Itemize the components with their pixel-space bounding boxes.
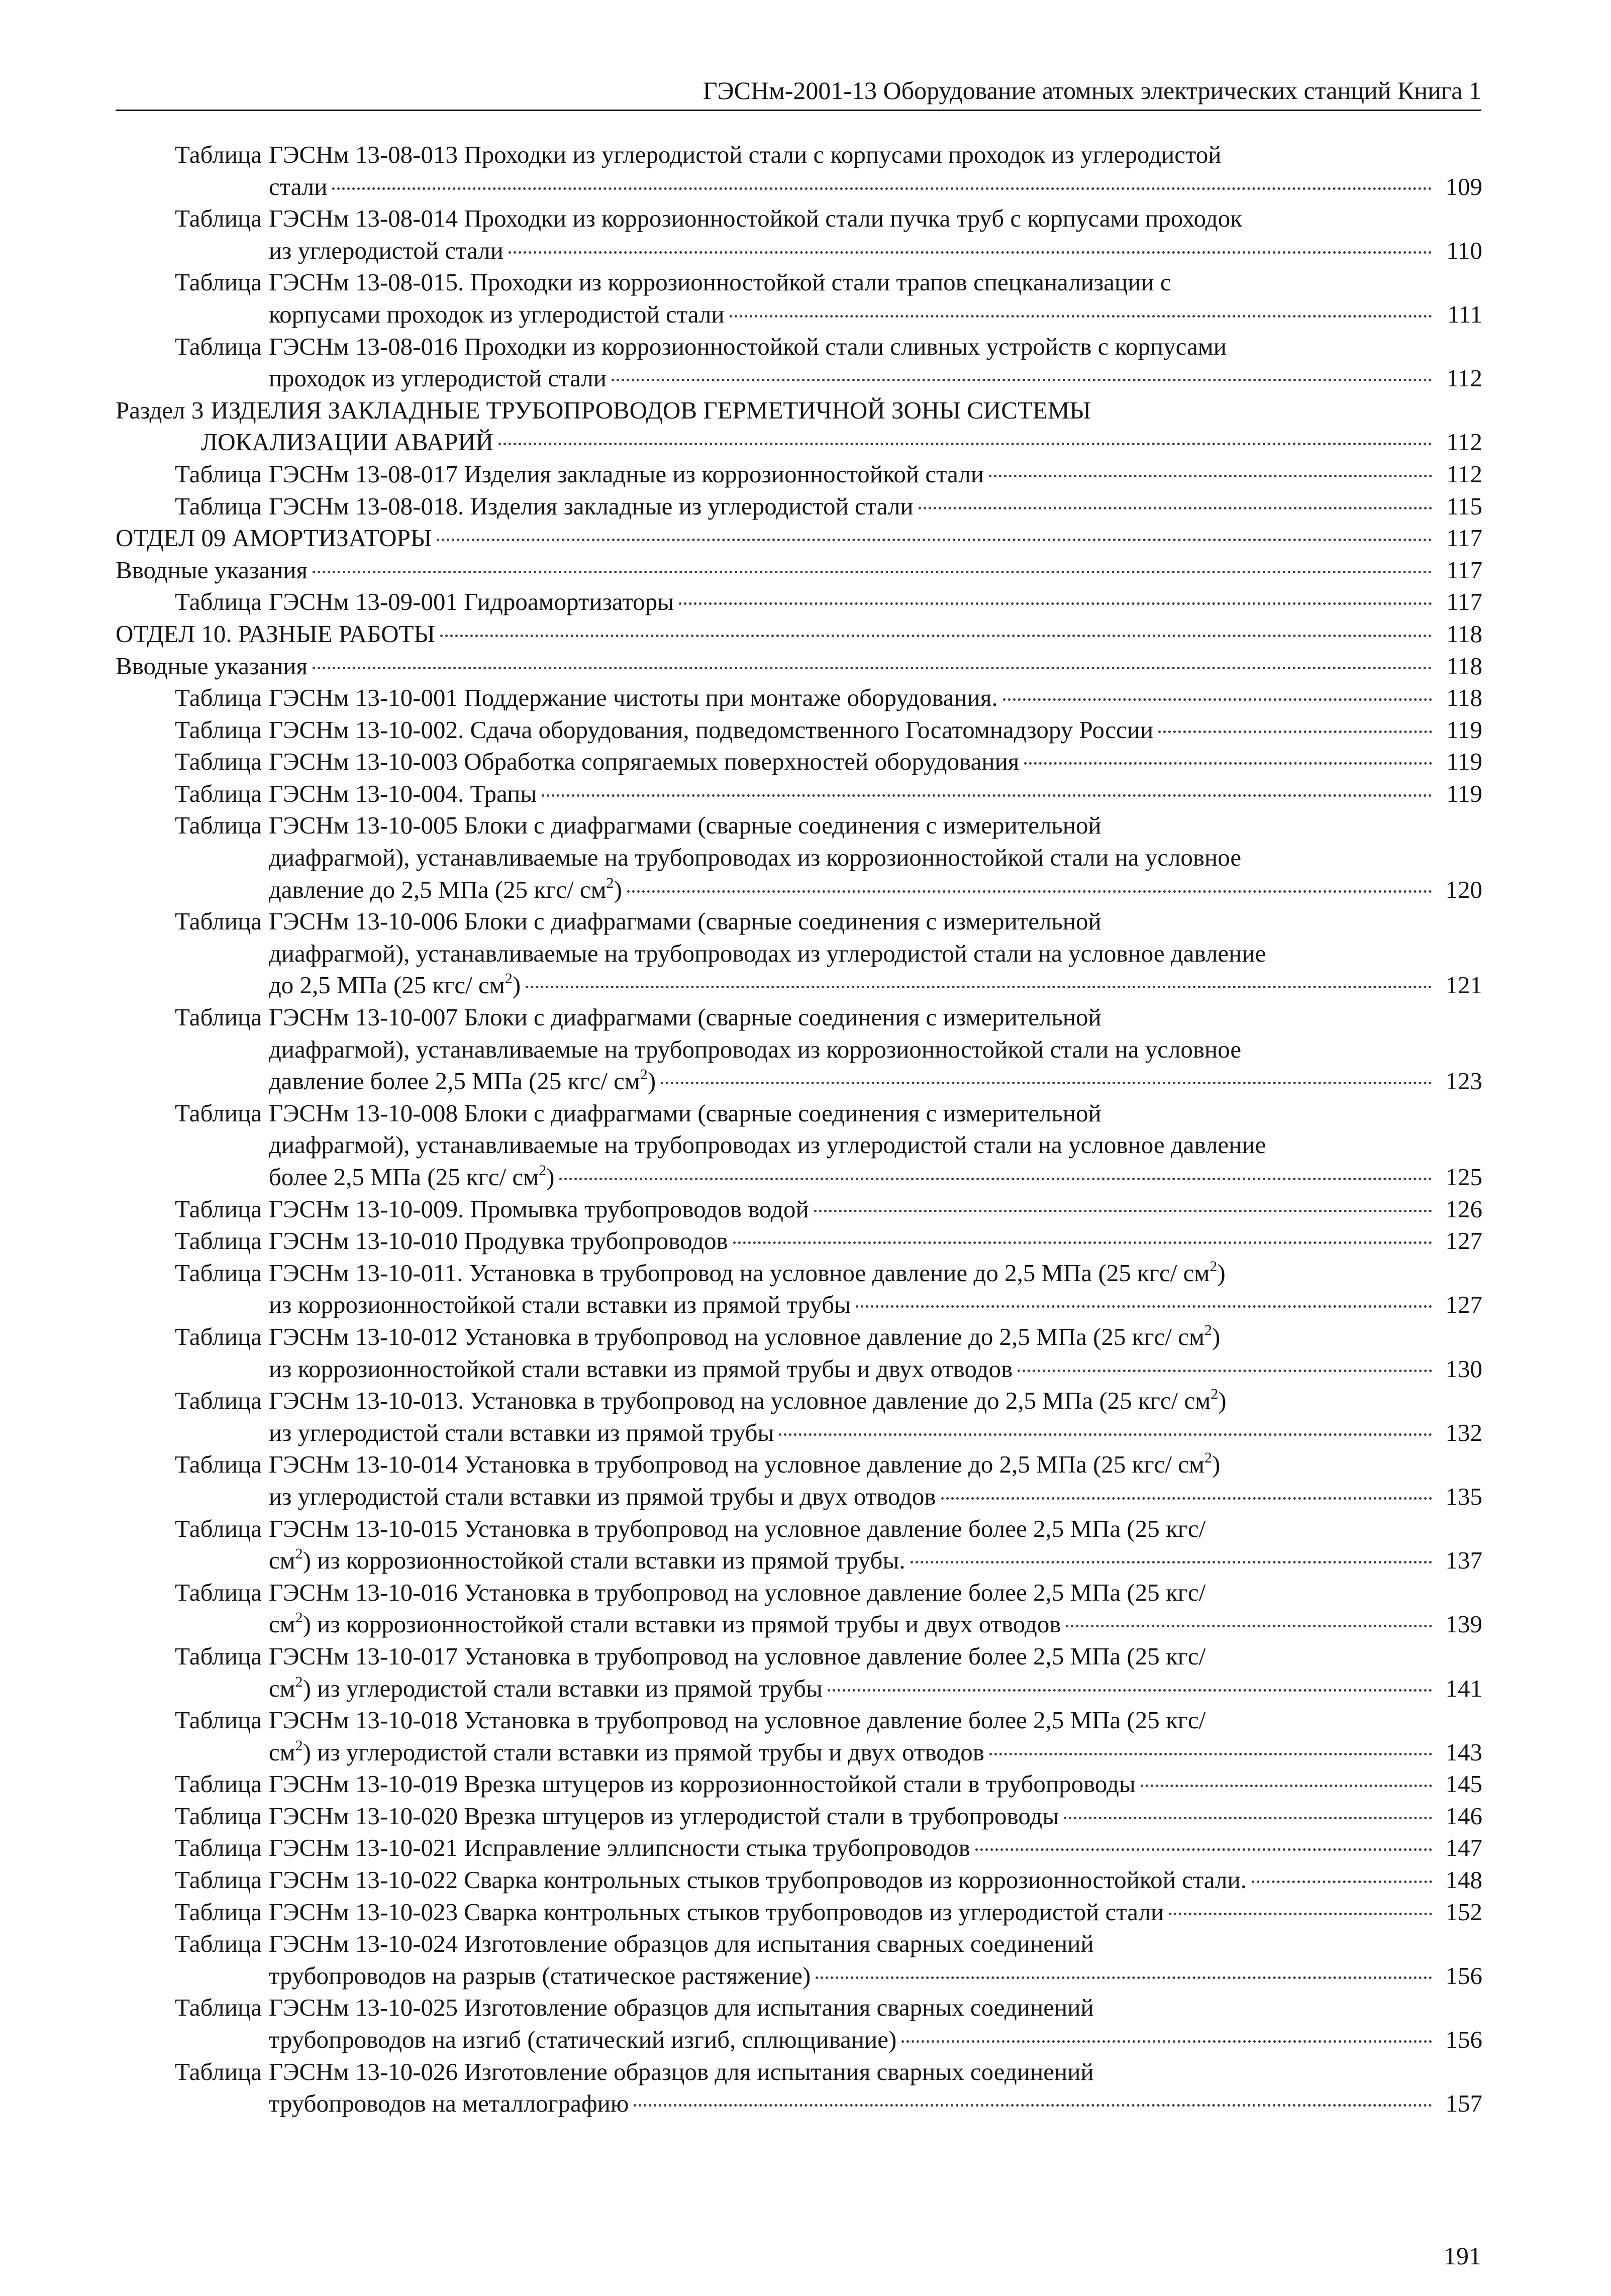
toc-entry-text: давление более 2,5 МПа (25 кгс/ $см^2$) bbox=[268, 1066, 656, 1095]
toc-entry-text: ГЭСНм 13-09-001 Гидроамортизаторы bbox=[268, 588, 674, 616]
toc-entry-label: Таблица bbox=[175, 715, 262, 744]
toc-entry-text: ГЭСНм 13-10-014 Установка в трубопровод на условное давление до 2,5 МПа (25 кгс/ $см^2$) bbox=[268, 1449, 1221, 1479]
toc-page-number: 141 bbox=[1445, 1674, 1482, 1702]
toc-page-number: 132 bbox=[1445, 1418, 1482, 1446]
toc-entry-text: ГЭСНм 13-08-017 Изделия закладные из коррозионностойкой стали bbox=[268, 460, 984, 488]
toc-entry-text: ОТДЕЛ 09 АМОРТИЗАТОРЫ bbox=[116, 524, 432, 552]
toc-entry-label: Таблица bbox=[175, 204, 262, 233]
toc-entry bbox=[116, 586, 1482, 618]
dot-leader bbox=[1003, 698, 1432, 701]
toc-entry-label: Таблица bbox=[175, 1994, 262, 2022]
toc-page-number: 130 bbox=[1445, 1354, 1482, 1383]
toc-entry bbox=[116, 1832, 1482, 1864]
toc-page-number: 135 bbox=[1445, 1482, 1482, 1510]
toc-entry-label: Таблица bbox=[175, 588, 262, 616]
dot-leader bbox=[1024, 762, 1432, 765]
toc-page-number: 137 bbox=[1445, 1546, 1482, 1575]
toc-entry-text: ГЭСНм 13-10-013. Установка в трубопровод на условное давление до 2,5 МПа (25 кгс/ $см^2$) bbox=[268, 1386, 1227, 1415]
toc-entry-label: Таблица bbox=[175, 907, 262, 935]
toc-entry-text: ОТДЕЛ 10. РАЗНЫЕ РАБОТЫ bbox=[116, 619, 436, 648]
dot-leader bbox=[919, 507, 1432, 509]
toc-entry-text: диафрагмой), устанавливаемые на трубопроводах из углеродистой стали на условное давление bbox=[268, 1131, 1266, 1159]
dot-leader bbox=[941, 1497, 1432, 1500]
toc-entry-text: ГЭСНм 13-10-025 Изготовление образцов для испытания сварных соединений bbox=[268, 1994, 1094, 2022]
toc-entry-label: Таблица bbox=[175, 1099, 262, 1127]
toc-entry-text: $см^2$) из углеродистой стали вставки из прямой трубы и двух отводов bbox=[268, 1737, 984, 1766]
toc-entry-text: более 2,5 МПа (25 кгс/ $см^2$) bbox=[268, 1162, 555, 1191]
toc-entry bbox=[116, 905, 1482, 1001]
dot-leader bbox=[634, 2104, 1432, 2107]
dot-leader bbox=[1141, 1785, 1432, 1787]
toc-entry-text: $см^2$) из углеродистой стали вставки из прямой трубы bbox=[268, 1673, 823, 1702]
toc-entry-text: ГЭСНм 13-10-001 Поддержание чистоты при монтаже оборудования. bbox=[268, 684, 998, 712]
toc-entry-label: Таблица bbox=[175, 1578, 262, 1606]
toc-entry-label: Таблица bbox=[175, 332, 262, 360]
toc-entry-text: ИЗДЕЛИЯ ЗАКЛАДНЫЕ ТРУБОПРОВОДОВ ГЕРМЕТИЧНОЙ ЗОНЫ СИСТЕМЫ bbox=[211, 396, 1091, 424]
dot-leader bbox=[440, 635, 1432, 637]
toc-entry bbox=[116, 554, 1482, 586]
toc-entry-text: из углеродистой стали bbox=[268, 236, 504, 264]
dot-leader bbox=[1066, 1625, 1432, 1627]
toc-entry-label: Таблица bbox=[175, 460, 262, 488]
toc-entry-text: из углеродистой стали вставки из прямой трубы bbox=[268, 1418, 774, 1446]
toc-page-number: 127 bbox=[1445, 1291, 1482, 1319]
toc-entry-label: Таблица bbox=[175, 1834, 262, 1862]
toc-entry bbox=[116, 1001, 1482, 1097]
toc-entry-text: трубопроводов на изгиб (статический изгиб, сплющивание) bbox=[268, 2026, 897, 2054]
table-of-contents bbox=[116, 139, 1482, 2120]
toc-page-number: 148 bbox=[1445, 1866, 1482, 1894]
toc-entry bbox=[116, 1225, 1482, 1257]
toc-entry bbox=[116, 458, 1482, 490]
toc-entry bbox=[116, 1448, 1482, 1512]
toc-entry-text: ГЭСНм 13-10-022 Сварка контрольных стыков трубопроводов из коррозионностойкой стали. bbox=[268, 1866, 1247, 1894]
toc-entry-text: ГЭСНм 13-08-016 Проходки из коррозионностойкой стали сливных устройств с корпусами bbox=[268, 332, 1227, 360]
toc-entry-text: ГЭСНм 13-10-004. Трапы bbox=[268, 779, 537, 807]
toc-page-number: 127 bbox=[1445, 1227, 1482, 1255]
toc-entry-text: $см^2$) из коррозионностойкой стали вставки из прямой трубы. bbox=[268, 1545, 905, 1575]
toc-entry-text: диафрагмой), устанавливаемые на трубопроводах из углеродистой стали на условное давление bbox=[268, 939, 1266, 967]
toc-entry-text: ГЭСНм 13-10-019 Врезка штуцеров из коррозионностойкой стали в трубопроводы bbox=[268, 1770, 1136, 1798]
dot-leader bbox=[1169, 1913, 1432, 1915]
page-number: 191 bbox=[1444, 2242, 1481, 2270]
toc-entry bbox=[116, 331, 1482, 394]
toc-entry-label: Таблица bbox=[175, 748, 262, 776]
toc-entry bbox=[116, 746, 1482, 778]
dot-leader bbox=[437, 539, 1432, 541]
toc-entry-text: из углеродистой стали вставки из прямой трубы и двух отводов bbox=[268, 1482, 936, 1510]
dot-leader bbox=[816, 1976, 1432, 1979]
toc-page-number: 109 bbox=[1445, 172, 1482, 200]
toc-page-number: 119 bbox=[1446, 748, 1482, 776]
page-header bbox=[116, 75, 1481, 111]
toc-entry-text: $см^2$) из коррозионностойкой стали вставки из прямой трубы и двух отводов bbox=[268, 1609, 1061, 1638]
toc-entry bbox=[116, 1896, 1482, 1928]
toc-page-number: 111 bbox=[1447, 300, 1482, 328]
toc-entry-label: Таблица bbox=[175, 1514, 262, 1542]
toc-page-number: 117 bbox=[1446, 524, 1482, 552]
toc-page-number: 115 bbox=[1446, 492, 1482, 520]
toc-entry bbox=[116, 714, 1482, 746]
toc-page-number: 145 bbox=[1445, 1770, 1482, 1798]
toc-entry bbox=[116, 650, 1482, 682]
toc-entry-text: ГЭСНм 13-10-020 Врезка штуцеров из углеродистой стали в трубопроводы bbox=[268, 1802, 1059, 1830]
toc-page-number: 147 bbox=[1445, 1834, 1482, 1862]
toc-entry-text: ГЭСНм 13-10-007 Блоки с диафрагмами (сварные соединения с измерительной bbox=[268, 1003, 1101, 1031]
toc-page-number: 125 bbox=[1445, 1163, 1482, 1191]
toc-entry-label: Таблица bbox=[175, 492, 262, 520]
toc-entry-text: ГЭСНм 13-08-018. Изделия закладные из углеродистой стали bbox=[268, 492, 914, 520]
toc-page-number: 119 bbox=[1446, 779, 1482, 807]
toc-entry-label: Таблица bbox=[175, 1450, 262, 1479]
toc-page-number: 146 bbox=[1445, 1802, 1482, 1830]
toc-page-number: 156 bbox=[1445, 1961, 1482, 1990]
dot-leader bbox=[526, 986, 1432, 988]
dot-leader bbox=[1158, 730, 1432, 733]
toc-entry-label: Таблица bbox=[175, 1802, 262, 1830]
dot-leader bbox=[612, 379, 1432, 381]
toc-entry-text: ГЭСНм 13-08-014 Проходки из коррозионностойкой стали пучка труб с корпусами проходок bbox=[268, 204, 1243, 233]
toc-entry-text: ГЭСНм 13-10-006 Блоки с диафрагмами (сварные соединения с измерительной bbox=[268, 907, 1101, 935]
dot-leader bbox=[1252, 1881, 1432, 1883]
toc-entry bbox=[116, 1704, 1482, 1768]
toc-entry-text: из коррозионностойкой стали вставки из прямой трубы и двух отводов bbox=[268, 1354, 1013, 1383]
toc-entry-text: стали bbox=[268, 172, 328, 200]
toc-entry bbox=[116, 394, 1482, 458]
dot-leader bbox=[989, 1753, 1432, 1755]
toc-entry-text: ГЭСНм 13-08-015. Проходки из коррозионностойкой стали трапов спецканализации с bbox=[268, 268, 1171, 296]
toc-entry-text: ГЭСНм 13-10-008 Блоки с диафрагмами (сварные соединения с измерительной bbox=[268, 1099, 1101, 1127]
dot-leader bbox=[1064, 1817, 1432, 1819]
toc-entry bbox=[116, 1800, 1482, 1832]
toc-entry-label: Таблица bbox=[175, 1770, 262, 1798]
toc-entry-text: ГЭСНм 13-10-002. Сдача оборудования, подведомственного Госатомнадзору России bbox=[268, 715, 1154, 744]
dot-leader bbox=[498, 443, 1432, 445]
dot-leader bbox=[559, 1178, 1432, 1180]
toc-entry-label: Таблица bbox=[175, 1930, 262, 1958]
header-title: ГЭСНм-2001-13 Оборудование атомных электрических станций Книга 1 bbox=[702, 76, 1481, 105]
toc-entry bbox=[116, 1640, 1482, 1704]
toc-entry-text: проходок из углеродистой стали bbox=[268, 364, 607, 392]
toc-page-number: 139 bbox=[1445, 1610, 1482, 1638]
toc-entry bbox=[116, 1513, 1482, 1577]
toc-entry-label: Таблица bbox=[175, 1322, 262, 1350]
toc-entry-text: ГЭСНм 13-10-018 Установка в трубопровод на условное давление более 2,5 МПа (25 кгс/ bbox=[268, 1706, 1206, 1734]
toc-page-number: 121 bbox=[1445, 971, 1482, 999]
toc-entry-text: Вводные указания bbox=[116, 652, 308, 680]
toc-entry bbox=[116, 682, 1482, 714]
toc-entry bbox=[116, 2056, 1482, 2120]
toc-page-number: 110 bbox=[1446, 236, 1482, 264]
toc-entry-label: Таблица bbox=[175, 268, 262, 296]
dot-leader bbox=[730, 315, 1432, 318]
toc-entry bbox=[116, 809, 1482, 905]
toc-entry-text: ГЭСНм 13-10-005 Блоки с диафрагмами (сварные соединения с измерительной bbox=[268, 811, 1101, 840]
toc-entry-text: Вводные указания bbox=[116, 556, 308, 584]
dot-leader bbox=[856, 1305, 1432, 1308]
toc-page-number: 118 bbox=[1446, 619, 1482, 648]
toc-entry bbox=[116, 1321, 1482, 1385]
toc-entry bbox=[116, 139, 1482, 202]
dot-leader bbox=[542, 794, 1432, 797]
toc-page-number: 117 bbox=[1446, 588, 1482, 616]
toc-page-number: 118 bbox=[1446, 652, 1482, 680]
dot-leader bbox=[989, 475, 1432, 477]
dot-leader bbox=[975, 1848, 1432, 1851]
toc-entry bbox=[116, 1193, 1482, 1225]
dot-leader bbox=[779, 1433, 1432, 1436]
toc-entry-label: Таблица bbox=[175, 1387, 262, 1415]
toc-page-number: 152 bbox=[1445, 1898, 1482, 1926]
dot-leader bbox=[828, 1689, 1432, 1692]
toc-page-number: 112 bbox=[1446, 364, 1482, 392]
toc-entry-text: ЛОКАЛИЗАЦИИ АВАРИЙ bbox=[201, 428, 494, 456]
toc-entry-label: Таблица bbox=[175, 811, 262, 840]
toc-entry-text: до 2,5 МПа (25 кгс/ $см^2$) bbox=[268, 970, 521, 999]
toc-entry bbox=[116, 1992, 1482, 2055]
toc-entry-text: ГЭСНм 13-10-012 Установка в трубопровод на условное давление до 2,5 МПа (25 кгс/ $см^2$) bbox=[268, 1321, 1221, 1350]
toc-entry-label: Таблица bbox=[175, 1866, 262, 1894]
toc-entry-label: Таблица bbox=[175, 1195, 262, 1223]
toc-entry-text: корпусами проходок из углеродистой стали bbox=[268, 300, 725, 328]
dot-leader bbox=[901, 2040, 1432, 2043]
toc-entry-label: Таблица bbox=[175, 684, 262, 712]
toc-entry-label: Таблица bbox=[175, 141, 262, 168]
toc-entry bbox=[116, 266, 1482, 330]
toc-entry-text: трубопроводов на металлографию bbox=[268, 2090, 629, 2118]
toc-entry bbox=[116, 1097, 1482, 1193]
toc-entry bbox=[116, 490, 1482, 523]
toc-entry bbox=[116, 1257, 1482, 1321]
toc-entry-text: ГЭСНм 13-10-024 Изготовление образцов для испытания сварных соединений bbox=[268, 1930, 1094, 1958]
toc-page-number: 126 bbox=[1445, 1195, 1482, 1223]
dot-leader bbox=[313, 667, 1432, 669]
dot-leader bbox=[679, 602, 1432, 605]
dot-leader bbox=[814, 1210, 1432, 1212]
toc-entry-text: ГЭСНм 13-10-026 Изготовление образцов для испытания сварных соединений bbox=[268, 2057, 1094, 2085]
toc-page-number: 156 bbox=[1445, 2026, 1482, 2054]
toc-entry-line bbox=[116, 394, 1091, 427]
dot-leader bbox=[313, 571, 1432, 573]
toc-page-number: 123 bbox=[1445, 1067, 1482, 1095]
toc-page-number: 118 bbox=[1446, 684, 1482, 712]
toc-entry bbox=[116, 1577, 1482, 1640]
dot-leader bbox=[733, 1241, 1432, 1244]
toc-entry-text: ГЭСНм 13-10-021 Исправление эллипсности стыка трубопроводов bbox=[268, 1834, 970, 1862]
dot-leader bbox=[332, 187, 1432, 190]
section-prefix: Раздел 3 bbox=[116, 396, 204, 424]
toc-page-number: 112 bbox=[1446, 428, 1482, 456]
toc-entry-label: Таблица bbox=[175, 1227, 262, 1255]
toc-entry bbox=[116, 778, 1482, 810]
toc-entry-label: Таблица bbox=[175, 1898, 262, 1926]
toc-entry-label: Таблица bbox=[175, 1003, 262, 1031]
toc-entry bbox=[116, 1768, 1482, 1800]
toc-page-number: 112 bbox=[1446, 460, 1482, 488]
toc-entry-text: ГЭСНм 13-10-009. Промывка трубопроводов водой bbox=[268, 1195, 809, 1223]
toc-entry-label: Таблица bbox=[175, 2057, 262, 2085]
toc-entry-label: Таблица bbox=[175, 1259, 262, 1287]
toc-entry-text: ГЭСНм 13-08-013 Проходки из углеродистой стали с корпусами проходок из углеродистой bbox=[268, 141, 1222, 168]
toc-entry-text: ГЭСНм 13-10-011. Установка в трубопровод на условное давление до 2,5 МПа (25 кгс/ $см^2$) bbox=[268, 1258, 1226, 1287]
toc-entry bbox=[116, 202, 1482, 266]
toc-entry bbox=[116, 1928, 1482, 1992]
toc-entry bbox=[116, 618, 1482, 650]
toc-page-number: 120 bbox=[1445, 875, 1482, 903]
toc-entry-text: ГЭСНм 13-10-010 Продувка трубопроводов bbox=[268, 1227, 728, 1255]
toc-entry-text: из коррозионностойкой стали вставки из прямой трубы bbox=[268, 1291, 851, 1319]
dot-leader bbox=[1018, 1370, 1432, 1372]
toc-page-number: 143 bbox=[1445, 1738, 1482, 1766]
toc-entry-text: ГЭСНм 13-10-015 Установка в трубопровод на условное давление более 2,5 МПа (25 кгс/ bbox=[268, 1514, 1206, 1542]
dot-leader bbox=[911, 1561, 1432, 1563]
dot-leader bbox=[661, 1082, 1432, 1084]
toc-entry-text: ГЭСНм 13-10-016 Установка в трубопровод на условное давление более 2,5 МПа (25 кгс/ bbox=[268, 1578, 1206, 1606]
toc-entry bbox=[116, 1385, 1482, 1448]
toc-entry-label: Таблица bbox=[175, 1706, 262, 1734]
toc-entry-label: Таблица bbox=[175, 1642, 262, 1670]
toc-entry bbox=[116, 522, 1482, 554]
toc-entry bbox=[116, 1864, 1482, 1896]
toc-entry-label: Таблица bbox=[175, 779, 262, 807]
toc-entry-text: диафрагмой), устанавливаемые на трубопроводах из коррозионностойкой стали на условное bbox=[268, 844, 1242, 872]
toc-entry-text: диафрагмой), устанавливаемые на трубопроводах из коррозионностойкой стали на условное bbox=[268, 1035, 1242, 1063]
toc-entry-text: давление до 2,5 МПа (25 кгс/ $см^2$) bbox=[268, 874, 622, 903]
toc-entry-text: ГЭСНм 13-10-003 Обработка сопрягаемых поверхностей оборудования bbox=[268, 748, 1020, 776]
toc-entry-text: ГЭСНм 13-10-017 Установка в трубопровод на условное давление более 2,5 МПа (25 кгс/ bbox=[268, 1642, 1206, 1670]
toc-entry-text: ГЭСНм 13-10-023 Сварка контрольных стыков трубопроводов из углеродистой стали bbox=[268, 1898, 1164, 1926]
dot-leader bbox=[627, 890, 1432, 893]
toc-page-number: 157 bbox=[1445, 2090, 1482, 2118]
toc-page-number: 119 bbox=[1446, 715, 1482, 744]
toc-page-number: 117 bbox=[1446, 556, 1482, 584]
dot-leader bbox=[509, 251, 1432, 254]
toc-entry-text: трубопроводов на разрыв (статическое растяжение) bbox=[268, 1961, 811, 1990]
